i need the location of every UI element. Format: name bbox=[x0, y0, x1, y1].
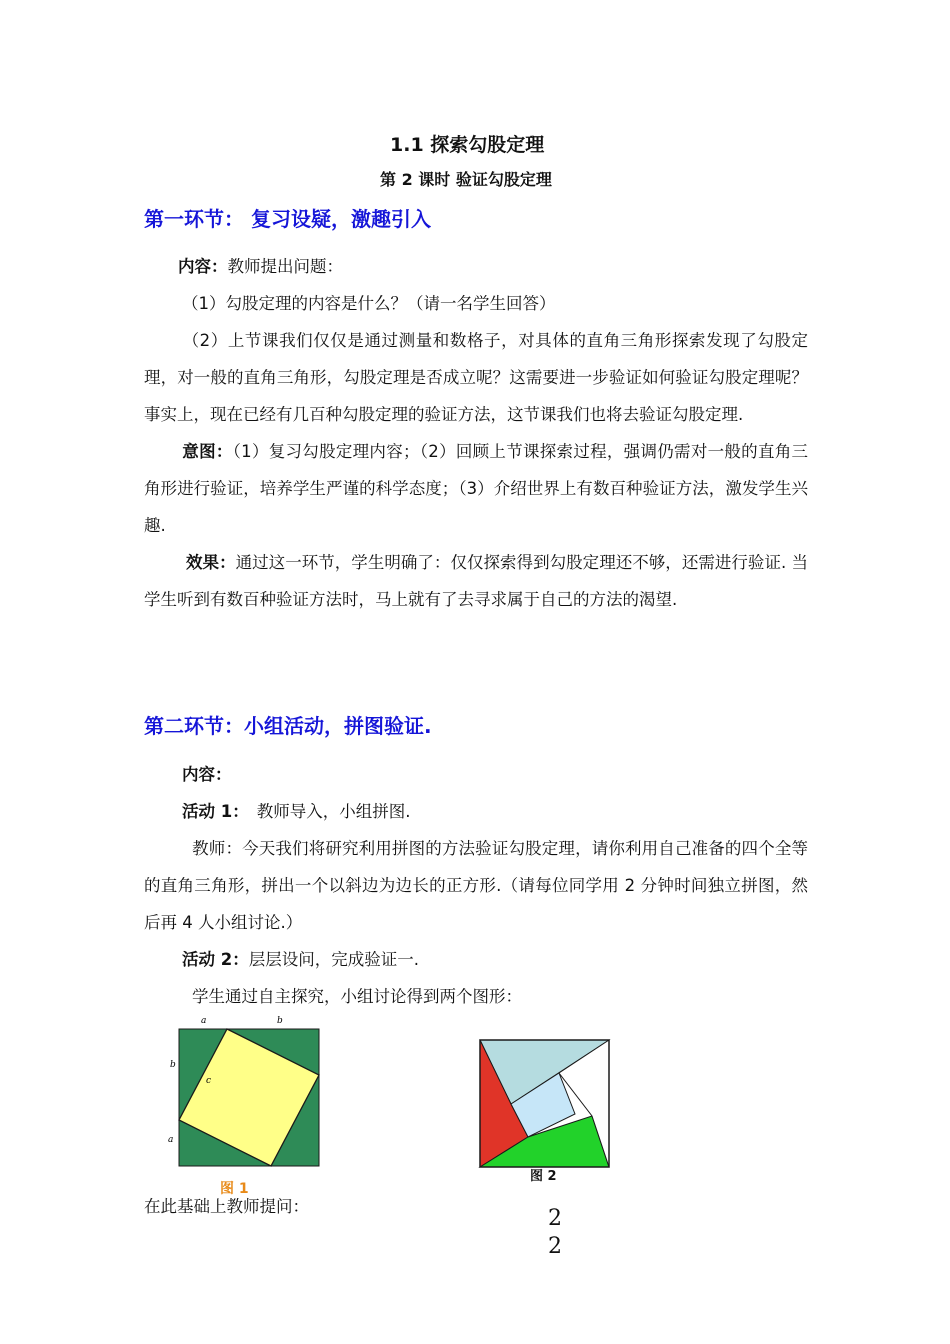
section2-body bbox=[144, 756, 808, 1015]
section2-content-line bbox=[144, 756, 808, 793]
students-text: 学生通过自主探究，小组讨论得到两个图形： bbox=[192, 987, 522, 1006]
section1-content-line bbox=[144, 248, 808, 285]
question-2 bbox=[144, 322, 808, 433]
figure2-diagram bbox=[475, 1035, 615, 1171]
page-number-1: 2 bbox=[548, 1206, 562, 1231]
figure1-diagram bbox=[165, 1012, 330, 1172]
effect-label: 效果： bbox=[186, 553, 236, 572]
section1-content-label: 内容： bbox=[178, 257, 228, 276]
question-1 bbox=[144, 285, 808, 322]
section2-heading: 第二环节：小组活动，拼图验证. bbox=[144, 714, 432, 738]
activity2-text: 层层设问，完成验证一. bbox=[248, 950, 419, 969]
activity1-text: 教师导入，小组拼图. bbox=[256, 802, 411, 821]
lesson-subtitle: 第 2 课时 验证勾股定理 bbox=[380, 170, 552, 189]
section1-content-text: 教师提出问题： bbox=[227, 257, 343, 276]
effect-paragraph bbox=[144, 544, 808, 618]
figure1-label-left-a: a bbox=[168, 1135, 174, 1145]
document-title: 1.1 探索勾股定理 bbox=[390, 134, 545, 156]
activity1-line bbox=[144, 793, 808, 830]
intent-label: 意图： bbox=[182, 442, 233, 461]
page-number-2: 2 bbox=[548, 1234, 562, 1259]
section1-body bbox=[144, 248, 808, 618]
section2-content-label: 内容： bbox=[182, 765, 232, 784]
teacher-text: 教师：今天我们将研究利用拼图的方法验证勾股定理，请你利用自己准备的四个全等的直角三角形，拼出一个以斜边为边长的正方形.（请每位同学用 2 分钟时间独立拼图，然后再 4 人小组讨论.） bbox=[144, 839, 808, 932]
section1-heading: 第一环节： 复习设疑，激趣引入 bbox=[144, 207, 431, 231]
figure1-label-top-b: b bbox=[277, 1016, 283, 1026]
after-figures-text: 在此基础上教师提问： bbox=[144, 1197, 309, 1216]
figure2-caption: 图 2 bbox=[530, 1169, 557, 1184]
activity1-label: 活动 1： bbox=[182, 802, 249, 821]
question-2-text: （2）上节课我们仅仅是通过测量和数格子，对具体的直角三角形探索发现了勾股定理，对一般的直角三角形，勾股定理是否成立呢？这需要进一步验证如何验证勾股定理呢？事实上，现在已经有几百种勾股定理的验证方法，这节课我们也将去验证勾股定理. bbox=[144, 331, 808, 424]
activity2-label: 活动 2： bbox=[182, 950, 249, 969]
intent-text: （1）复习勾股定理内容；（2）回顾上节课探索过程，强调仍需对一般的直角三角形进行验证，培养学生严谨的科学态度；（3）介绍世界上有数百种验证方法，激发学生兴趣. bbox=[144, 442, 809, 535]
effect-text: 通过这一环节，学生明确了：仅仅探索得到勾股定理还不够，还需进行验证. 当学生听到有数百种验证方法时，马上就有了去寻求属于自己的方法的渴望. bbox=[144, 553, 808, 609]
figure1-label-top-a: a bbox=[201, 1016, 207, 1026]
activity2-line bbox=[144, 941, 808, 978]
figure1-label-c: c bbox=[206, 1076, 212, 1086]
teacher-paragraph bbox=[144, 830, 808, 941]
students-line bbox=[144, 978, 808, 1015]
question-1-text: （1）勾股定理的内容是什么？（请一名学生回答） bbox=[182, 294, 556, 313]
intent-paragraph bbox=[144, 433, 808, 544]
figure1-caption: 图 1 bbox=[220, 1181, 249, 1197]
figure1-label-left-b: b bbox=[170, 1060, 176, 1070]
